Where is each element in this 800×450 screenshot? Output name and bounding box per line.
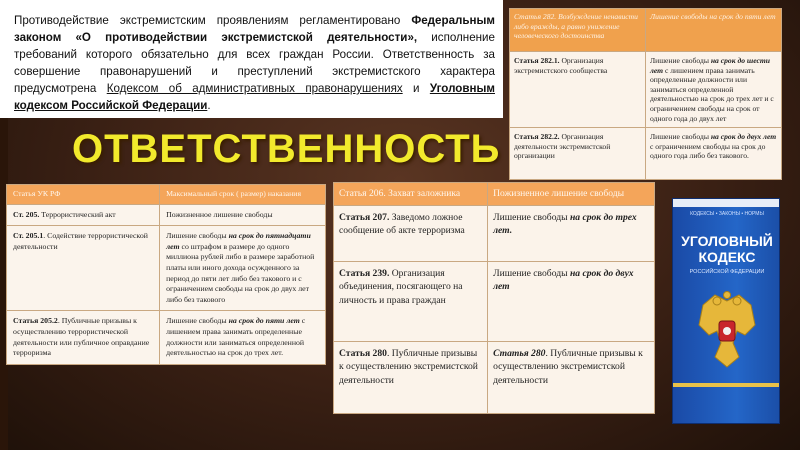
table-header-cell: Максимальный срок ( размер) наказания <box>160 185 326 205</box>
table-row <box>7 204 326 226</box>
coat-of-arms-icon <box>695 291 759 371</box>
table-cell-penalty: Лишение свободы на срок до трех лет. <box>488 205 655 261</box>
intro-text-2: исполнение требований которого обязательно для всех граждан России. Ответственность за совершение правонарушений и преступлений экстремистского характера предусмотрена <box>14 31 495 95</box>
link-uk-rf[interactable]: Уголовным кодексом Российской Федерации <box>14 82 495 112</box>
table-row <box>334 205 655 261</box>
table-header-cell: Статья 282. Возбуждение ненависти либо вражды, а равно унижение человеческого достоинства <box>510 9 646 52</box>
table-other-articles <box>333 182 655 414</box>
table-cell-penalty: Лишение свободы на срок до двух лет с ограничением свободы на срок до одного года либо без такового. <box>646 128 782 180</box>
intro-text-4: . <box>207 99 211 112</box>
table-header-cell: Пожизненное лишение свободы <box>488 183 655 206</box>
intro-law-name: Федеральным законом «О противодействии экстремистской деятельности», <box>14 14 495 44</box>
table-cell-article: Статья 205.2. Публичные призывы к осуществлению террористической деятельности или публичное оправдание терроризма <box>7 311 160 364</box>
responsibility-heading: ОТВЕТСТВЕННОСТЬ <box>72 127 501 171</box>
table-cell-article: Ст. 205. Террористический акт <box>7 204 160 226</box>
table-cell-penalty: Лишение свободы на срок до двух лет <box>488 261 655 341</box>
table-header-row <box>334 183 655 206</box>
table-cell-penalty: Пожизненное лишение свободы <box>160 204 326 226</box>
table-cell-penalty: Лишение свободы на срок до пяти лет с лишением права занимать определенные должности или заниматься определенной деятельностью на срок до трех лет. <box>160 311 326 364</box>
table-header-cell: Статья УК РФ <box>7 185 160 205</box>
intro-text-1: Противодействие экстремистским проявлениям регламентировано <box>14 14 412 27</box>
table-cell-article: Статья 282.2. Организация деятельности экстремистской организации <box>510 128 646 180</box>
table-header-cell: Статья 206. Захват заложника <box>334 183 488 206</box>
table-cell-penalty: Статья 280. Публичные призывы к осуществлению экстремистской деятельности <box>488 341 655 413</box>
table-header-cell: Лишение свободы на срок до пяти лет <box>646 9 782 52</box>
table-cell-article: Статья 207. Заведомо ложное сообщение об акте терроризма <box>334 205 488 261</box>
link-koap[interactable]: Кодексом об административных правонарушениях <box>106 82 403 95</box>
table-header-row <box>510 9 782 52</box>
table-cell-article: Статья 280. Публичные призывы к осуществлению экстремистской деятельности <box>334 341 488 413</box>
table-row <box>334 341 655 413</box>
table-row <box>510 52 782 128</box>
table-header-row <box>7 185 326 205</box>
table-cell-article: Статья 282.1. Организация экстремистского сообщества <box>510 52 646 128</box>
book-series-label: КОДЕКСЫ • ЗАКОНЫ • НОРМЫ <box>690 211 764 217</box>
table-row <box>510 128 782 180</box>
table-row <box>7 311 326 364</box>
table-cell-penalty: Лишение свободы на срок до шести лет с лишением права занимать определенные должности или заниматься определенной деятельностью на срок до трех лет и с ограничением свободы на срок от одного года до двух лет <box>646 52 782 128</box>
book-stripe <box>673 383 779 387</box>
table-cell-article: Статья 239. Организация объединения, посягающего на личность и права граждан <box>334 261 488 341</box>
table-extremism-articles <box>509 8 782 180</box>
intro-text-3: и <box>402 82 430 95</box>
book-subtitle: РОССИЙСКОЙ ФЕДЕРАЦИИ <box>689 269 765 275</box>
table-row <box>334 261 655 341</box>
intro-paragraph <box>0 0 503 118</box>
table-cell-article: Ст. 205.1. Содействие террористической деятельности <box>7 226 160 311</box>
book-title: УГОЛОВНЫЙ КОДЕКС <box>681 233 773 265</box>
criminal-code-book-cover <box>672 198 780 424</box>
table-terrorism-articles <box>6 184 326 365</box>
book-top-band <box>673 199 779 207</box>
table-cell-penalty: Лишение свободы на срок до пятнадцати лет со штрафом в размере до одного миллиона рублей либо в размере заработной платы или иного дохода осужденного за период до пяти лет либо без такового и с ограничением свободы на срок до двух лет либо без такового <box>160 226 326 311</box>
table-row <box>7 226 326 311</box>
